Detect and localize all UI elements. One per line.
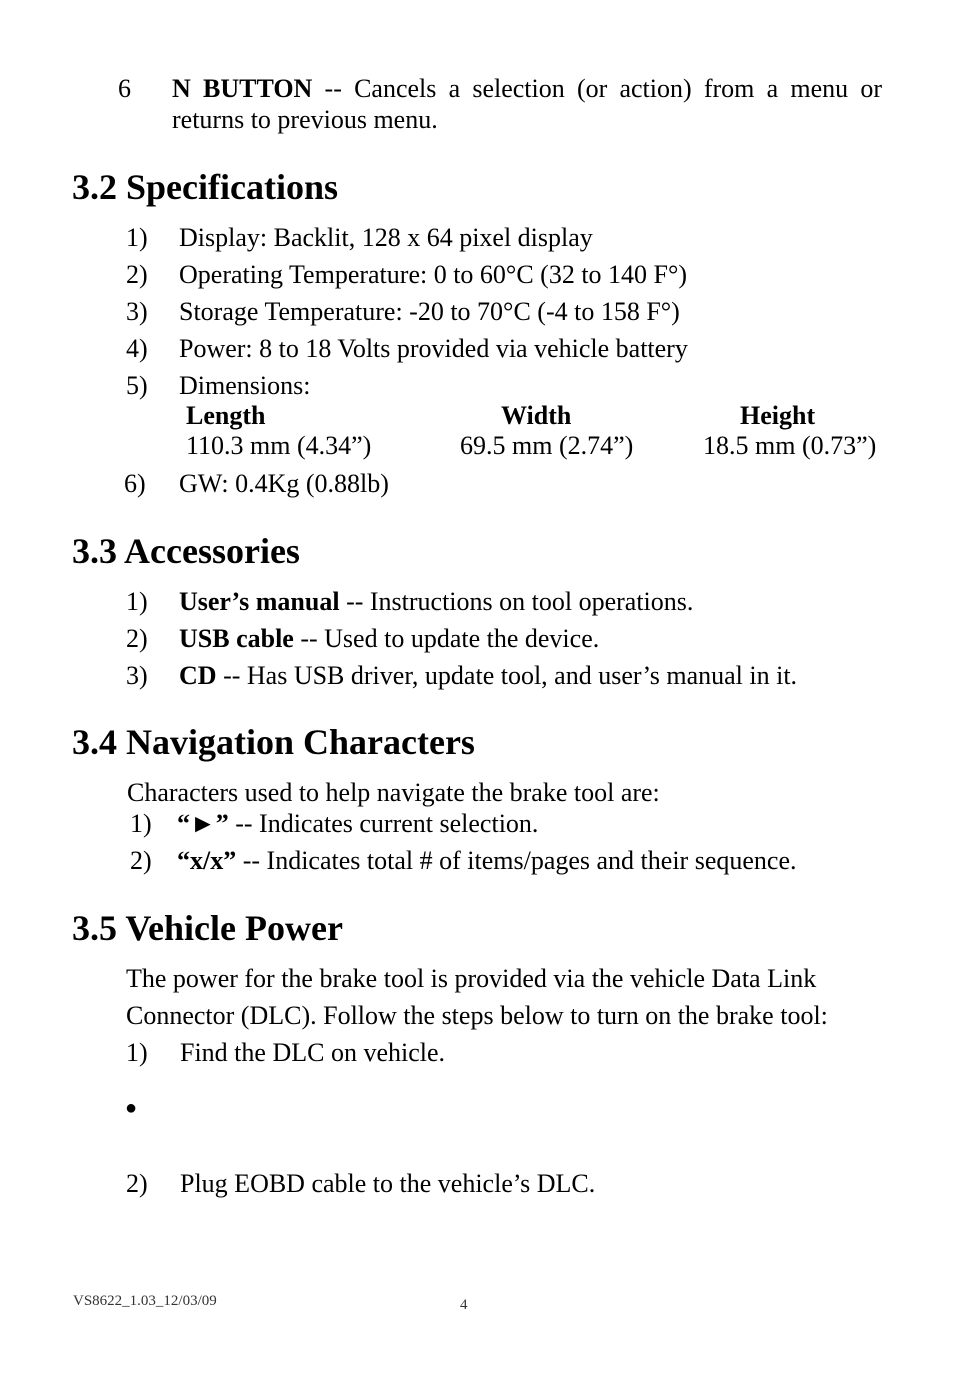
power-step-text: Plug EOBD cable to the vehicle’s DLC. bbox=[180, 1169, 596, 1198]
spec-num: 2) bbox=[126, 260, 148, 289]
power-paragraph-line2: Connector (DLC). Follow the steps below to turn on the brake tool: bbox=[126, 1001, 828, 1030]
spec-text: Storage Temperature: -20 to 70°C (-4 to 158 F°) bbox=[179, 297, 680, 326]
accessory-item: User’s manual -- Instructions on tool operations. bbox=[179, 587, 694, 616]
n-button-description: N BUTTON -- Cancels a selection (or action) from a menu or bbox=[172, 74, 883, 103]
power-paragraph-line1: The power for the brake tool is provided via the vehicle Data Link bbox=[126, 964, 817, 993]
item-number: 6 bbox=[118, 74, 131, 103]
accessory-num: 2) bbox=[126, 624, 148, 653]
section-heading-navigation: 3.4 Navigation Characters bbox=[72, 722, 475, 762]
spec-text: Dimensions: bbox=[179, 371, 311, 400]
power-step-text: Find the DLC on vehicle. bbox=[180, 1038, 446, 1067]
spec-text: Display: Backlit, 128 x 64 pixel display bbox=[179, 223, 593, 252]
spec-num: 4) bbox=[126, 334, 148, 363]
navigation-intro: Characters used to help navigate the brake tool are: bbox=[127, 778, 660, 807]
dimension-header-length: Length bbox=[186, 401, 266, 430]
page-indicator: “x/x” bbox=[177, 846, 237, 875]
spec-num: 3) bbox=[126, 297, 148, 326]
page-number: 4 bbox=[460, 1297, 468, 1313]
document-id: VS8622_1.03_12/03/09 bbox=[73, 1293, 217, 1309]
spec-num: 6) bbox=[124, 469, 146, 498]
spec-text: Operating Temperature: 0 to 60°C (32 to 140 F°) bbox=[179, 260, 688, 289]
dimension-value-width: 69.5 mm (2.74”) bbox=[460, 431, 634, 460]
navigation-num: 1) bbox=[130, 809, 152, 838]
section-heading-accessories: 3.3 Accessories bbox=[72, 531, 300, 571]
navigation-item: “►” -- Indicates current selection. bbox=[177, 809, 539, 838]
power-step-num: 2) bbox=[126, 1169, 148, 1198]
section-heading-vehicle-power: 3.5 Vehicle Power bbox=[72, 908, 343, 948]
accessory-num: 1) bbox=[126, 587, 148, 616]
spec-num: 5) bbox=[126, 371, 148, 400]
spec-num: 1) bbox=[126, 223, 148, 252]
selection-indicator: “►” bbox=[177, 809, 229, 838]
n-button-label: N BUTTON bbox=[172, 74, 313, 103]
accessory-item: USB cable -- Used to update the device. bbox=[179, 624, 600, 653]
section-heading-specifications: 3.2 Specifications bbox=[72, 167, 338, 207]
n-button-description-cont: returns to previous menu. bbox=[172, 105, 438, 134]
dimension-header-width: Width bbox=[501, 401, 572, 430]
accessory-item: CD -- Has USB driver, update tool, and user’s manual in it. bbox=[179, 661, 798, 690]
power-step-num: 1) bbox=[126, 1038, 148, 1067]
dimension-header-height: Height bbox=[740, 401, 816, 430]
bullet-icon: ● bbox=[125, 1097, 138, 1119]
navigation-num: 2) bbox=[130, 846, 152, 875]
spec-text: GW: 0.4Kg (0.88lb) bbox=[179, 469, 389, 498]
dimension-value-length: 110.3 mm (4.34”) bbox=[186, 431, 372, 460]
accessory-num: 3) bbox=[126, 661, 148, 690]
spec-text: Power: 8 to 18 Volts provided via vehicle battery bbox=[179, 334, 688, 363]
dimension-value-height: 18.5 mm (0.73”) bbox=[703, 431, 877, 460]
navigation-item: “x/x” -- Indicates total # of items/pages and their sequence. bbox=[177, 846, 797, 875]
